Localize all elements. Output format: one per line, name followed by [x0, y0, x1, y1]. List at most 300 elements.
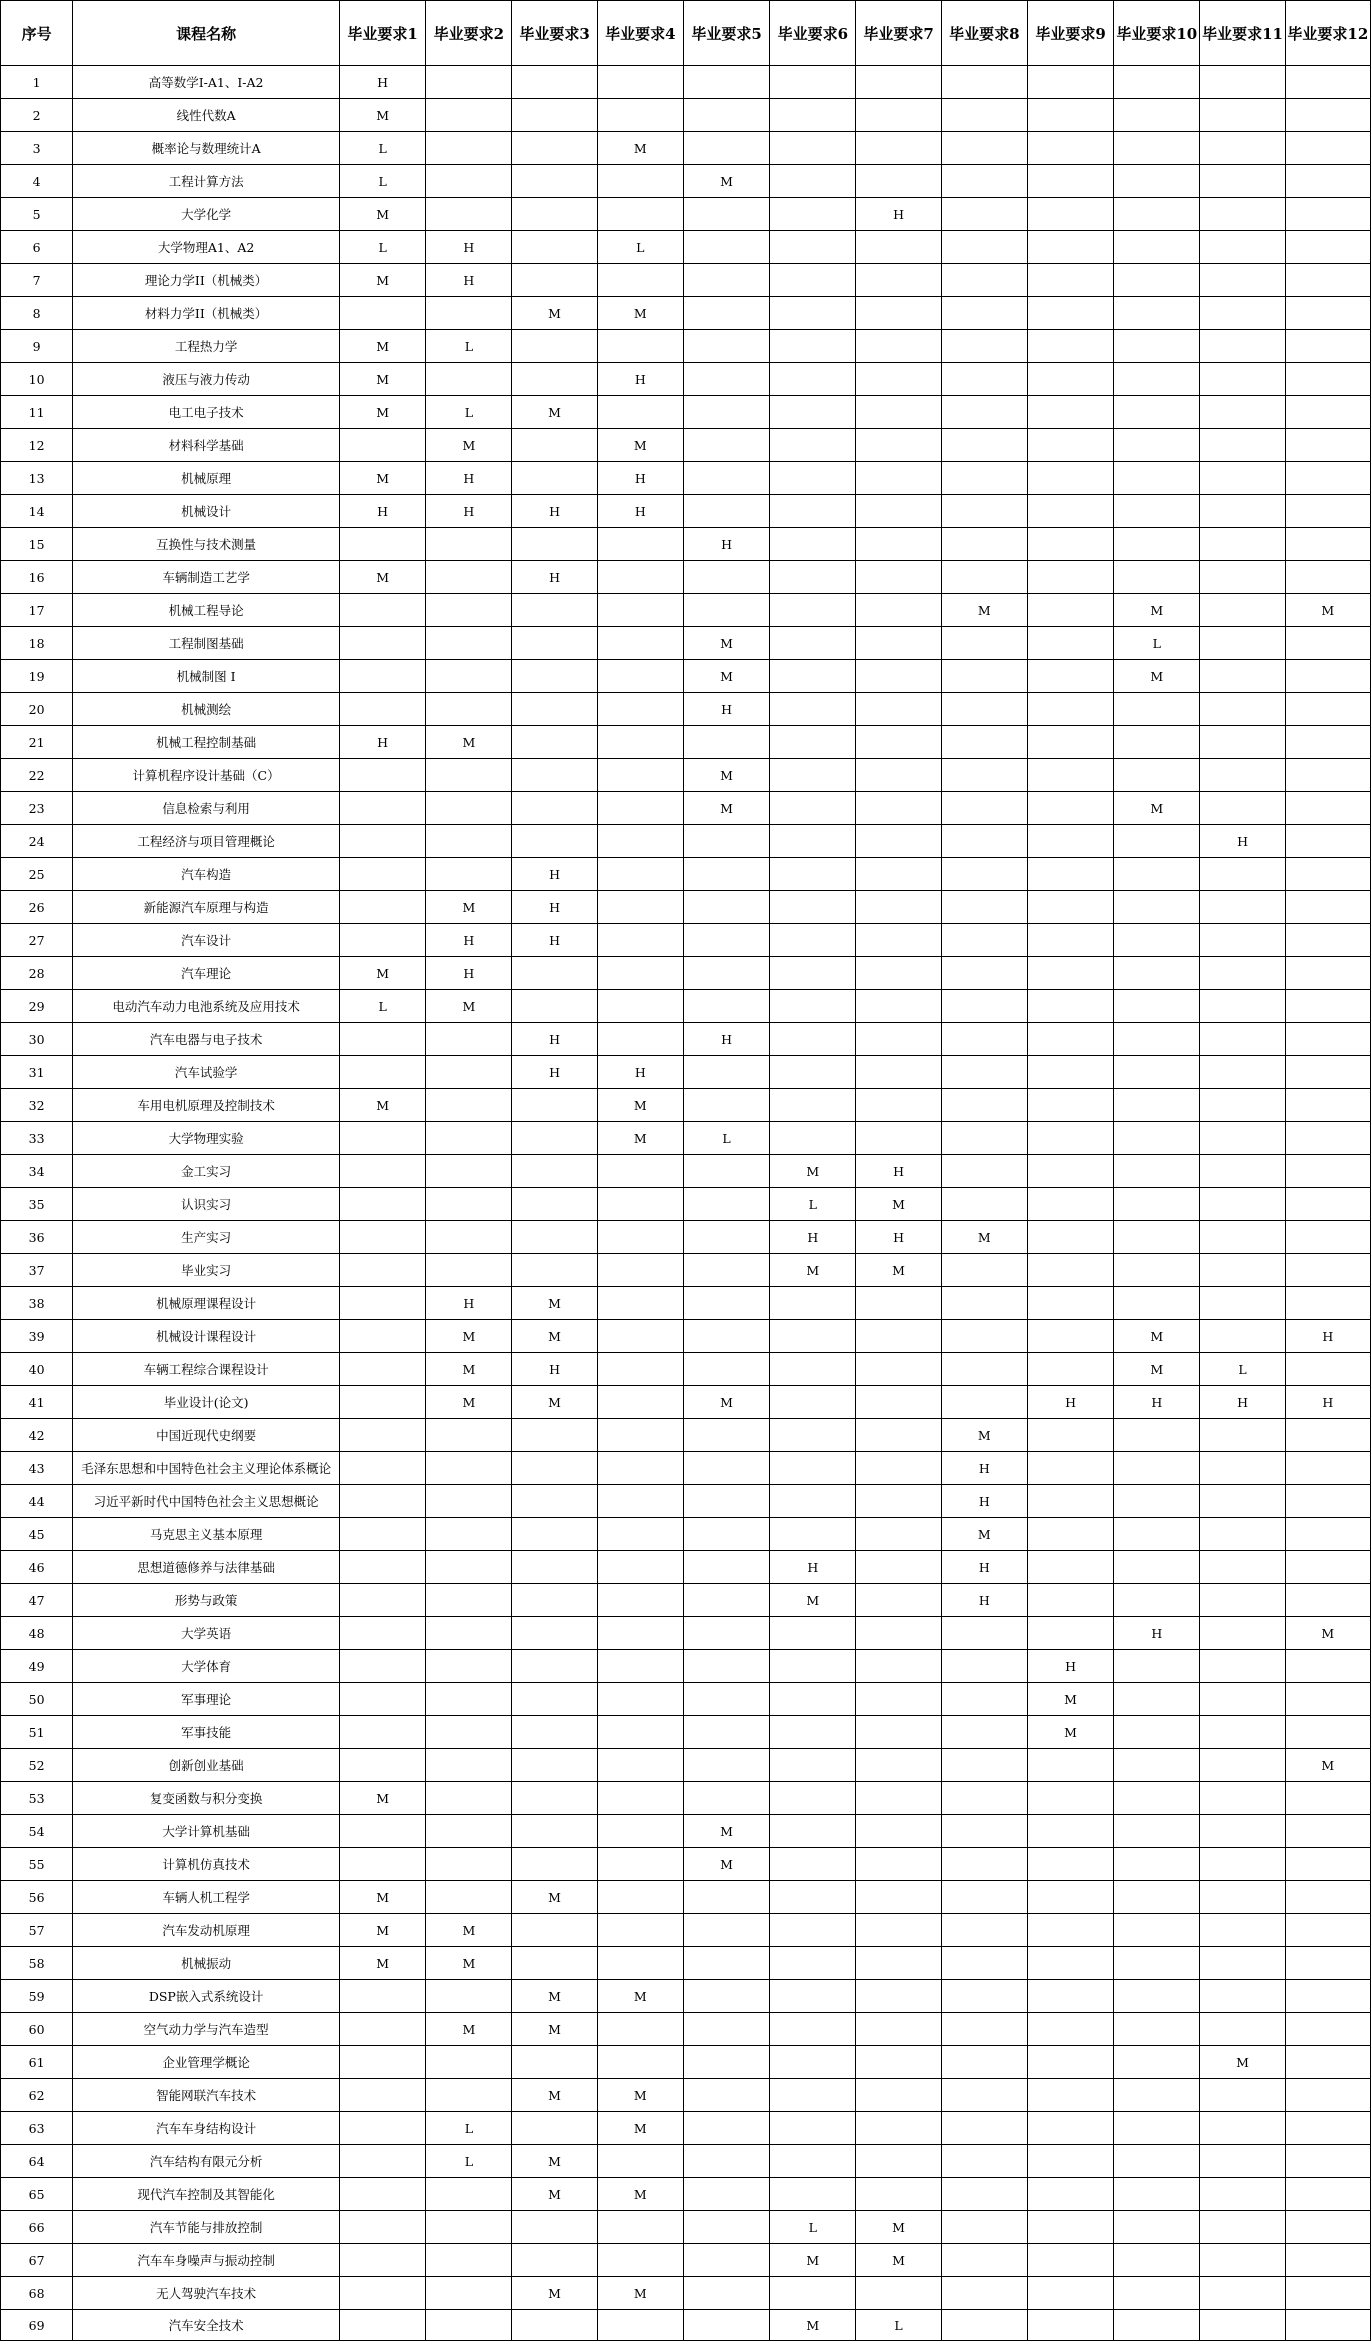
requirement-level-cell [941, 264, 1027, 297]
requirement-level-cell [856, 99, 941, 132]
requirement-level-cell [339, 1056, 425, 1089]
requirement-level-cell: M [512, 1386, 597, 1419]
requirement-level-cell [1114, 1155, 1200, 1188]
requirement-level-cell: M [770, 2310, 856, 2341]
requirement-level-cell [1200, 66, 1285, 99]
requirement-level-cell [339, 693, 425, 726]
requirement-level-cell [856, 726, 941, 759]
requirement-level-cell: M [339, 396, 425, 429]
requirement-level-cell: M [512, 2277, 597, 2310]
requirement-level-cell [941, 2013, 1027, 2046]
requirement-level-cell [512, 1155, 597, 1188]
course-name-cell: 机械制图 I [73, 660, 340, 693]
requirement-level-cell [856, 1551, 941, 1584]
requirement-level-cell [1200, 1419, 1285, 1452]
requirement-level-cell [339, 2046, 425, 2079]
requirement-level-cell: M [512, 2145, 597, 2178]
requirement-level-cell [856, 1287, 941, 1320]
requirement-level-cell [941, 528, 1027, 561]
requirement-level-cell [1200, 132, 1285, 165]
row-index-cell: 12 [1, 429, 73, 462]
requirement-level-cell [597, 594, 683, 627]
requirement-level-cell [1027, 1155, 1113, 1188]
row-index-cell: 49 [1, 1650, 73, 1683]
requirement-level-cell [941, 660, 1027, 693]
requirement-level-cell [597, 792, 683, 825]
requirement-level-cell [683, 924, 769, 957]
course-name-cell: 生产实习 [73, 1221, 340, 1254]
requirement-level-cell [512, 726, 597, 759]
table-row [1, 1188, 1371, 1221]
requirement-level-cell [597, 1518, 683, 1551]
requirement-level-cell [683, 1749, 769, 1782]
requirement-level-cell [1200, 429, 1285, 462]
requirement-level-cell [856, 330, 941, 363]
course-name-cell: 现代汽车控制及其智能化 [73, 2178, 340, 2211]
table-row [1, 330, 1371, 363]
course-name-cell: 机械设计 [73, 495, 340, 528]
requirement-level-cell [683, 561, 769, 594]
row-index-cell: 69 [1, 2310, 73, 2341]
row-index-cell: 25 [1, 858, 73, 891]
header-requirement-11: 毕业要求11 [1200, 1, 1285, 66]
requirement-level-cell: H [1114, 1617, 1200, 1650]
requirement-level-cell [512, 957, 597, 990]
requirement-level-cell [683, 1617, 769, 1650]
requirement-level-cell [1114, 1749, 1200, 1782]
requirement-level-cell [1200, 1452, 1285, 1485]
requirement-level-cell [1027, 660, 1113, 693]
requirement-level-cell [1027, 2013, 1113, 2046]
row-index-cell: 38 [1, 1287, 73, 1320]
requirement-level-cell [1027, 693, 1113, 726]
row-index-cell: 36 [1, 1221, 73, 1254]
requirement-level-cell [856, 825, 941, 858]
course-name-cell: 机械工程控制基础 [73, 726, 340, 759]
requirement-level-cell [856, 1716, 941, 1749]
requirement-level-cell: H [512, 561, 597, 594]
course-name-cell: DSP嵌入式系统设计 [73, 1980, 340, 2013]
requirement-level-cell [1114, 1518, 1200, 1551]
requirement-level-cell [1114, 1221, 1200, 1254]
requirement-level-cell [856, 1122, 941, 1155]
requirement-level-cell [512, 1551, 597, 1584]
requirement-level-cell: M [941, 1518, 1027, 1551]
requirement-level-cell [856, 990, 941, 1023]
table-row [1, 1320, 1371, 1353]
requirement-level-cell [1285, 1815, 1370, 1848]
requirement-level-cell [1114, 561, 1200, 594]
row-index-cell: 34 [1, 1155, 73, 1188]
requirement-level-cell [770, 297, 856, 330]
requirement-level-cell: M [1114, 1320, 1200, 1353]
requirement-level-cell [856, 132, 941, 165]
requirement-level-cell [426, 1188, 512, 1221]
requirement-level-cell [770, 66, 856, 99]
requirement-level-cell [339, 891, 425, 924]
requirement-level-cell [1285, 957, 1370, 990]
requirement-level-cell [1285, 1353, 1370, 1386]
course-name-cell: 工程经济与项目管理概论 [73, 825, 340, 858]
requirement-level-cell [1285, 924, 1370, 957]
requirement-level-cell [941, 1947, 1027, 1980]
requirement-level-cell [941, 2178, 1027, 2211]
requirement-level-cell [1027, 198, 1113, 231]
requirement-level-cell [1200, 2310, 1285, 2341]
header-requirement-7: 毕业要求7 [856, 1, 941, 66]
requirement-level-cell [1285, 2013, 1370, 2046]
requirement-level-cell [941, 891, 1027, 924]
header-requirement-3: 毕业要求3 [512, 1, 597, 66]
requirement-level-cell [770, 957, 856, 990]
requirement-level-cell [941, 1914, 1027, 1947]
requirement-level-cell [597, 990, 683, 1023]
course-name-cell: 大学体育 [73, 1650, 340, 1683]
requirement-level-cell [512, 1452, 597, 1485]
requirement-level-cell: H [426, 1287, 512, 1320]
requirement-level-cell [1027, 759, 1113, 792]
requirement-level-cell: H [1200, 1386, 1285, 1419]
course-name-cell: 汽车构造 [73, 858, 340, 891]
requirement-level-cell [1027, 1881, 1113, 1914]
requirement-level-cell [1285, 198, 1370, 231]
requirement-level-cell [1114, 1056, 1200, 1089]
table-row [1, 132, 1371, 165]
course-name-cell: 金工实习 [73, 1155, 340, 1188]
requirement-level-cell [1200, 2277, 1285, 2310]
requirement-level-cell: M [597, 297, 683, 330]
requirement-level-cell: M [426, 429, 512, 462]
requirement-level-cell [941, 957, 1027, 990]
course-name-cell: 机械原理 [73, 462, 340, 495]
row-index-cell: 63 [1, 2112, 73, 2145]
requirement-level-cell [1285, 1650, 1370, 1683]
requirement-level-cell: M [597, 1089, 683, 1122]
requirement-level-cell [770, 2112, 856, 2145]
table-row [1, 2211, 1371, 2244]
table-row [1, 1617, 1371, 1650]
requirement-level-cell [339, 297, 425, 330]
requirement-level-cell [1114, 1815, 1200, 1848]
requirement-level-cell: M [683, 1386, 769, 1419]
requirement-level-cell [1200, 891, 1285, 924]
requirement-level-cell [1200, 1881, 1285, 1914]
requirement-level-cell [770, 1881, 856, 1914]
requirement-level-cell [597, 759, 683, 792]
requirement-level-cell [339, 2178, 425, 2211]
requirement-level-cell [856, 1419, 941, 1452]
requirement-level-cell [683, 495, 769, 528]
requirement-level-cell [339, 1551, 425, 1584]
requirement-level-cell [770, 99, 856, 132]
requirement-level-cell [597, 1881, 683, 1914]
requirement-level-cell [597, 1287, 683, 1320]
requirement-level-cell [426, 858, 512, 891]
table-row [1, 1485, 1371, 1518]
requirement-level-cell [597, 1650, 683, 1683]
requirement-level-cell [512, 1584, 597, 1617]
requirement-level-cell [856, 1485, 941, 1518]
requirement-level-cell: L [770, 2211, 856, 2244]
requirement-level-cell [339, 792, 425, 825]
requirement-level-cell [683, 1188, 769, 1221]
requirement-level-cell: L [339, 132, 425, 165]
course-name-cell: 机械工程导论 [73, 594, 340, 627]
requirement-level-cell: M [597, 2178, 683, 2211]
table-row [1, 990, 1371, 1023]
requirement-level-cell [941, 2079, 1027, 2112]
requirement-level-cell [856, 594, 941, 627]
requirement-level-cell [856, 2079, 941, 2112]
requirement-level-cell [339, 924, 425, 957]
course-name-cell: 汽车电器与电子技术 [73, 1023, 340, 1056]
row-index-cell: 57 [1, 1914, 73, 1947]
requirement-level-cell [1285, 1452, 1370, 1485]
requirement-level-cell [1114, 1947, 1200, 1980]
requirement-level-cell [1200, 1782, 1285, 1815]
requirement-level-cell: L [339, 990, 425, 1023]
requirement-level-cell [941, 1749, 1027, 1782]
requirement-level-cell [1114, 1848, 1200, 1881]
table-body [1, 66, 1371, 2341]
requirement-level-cell [597, 1221, 683, 1254]
course-name-cell: 工程热力学 [73, 330, 340, 363]
requirement-level-cell: L [1114, 627, 1200, 660]
requirement-level-cell [1027, 66, 1113, 99]
table-row [1, 1023, 1371, 1056]
course-name-cell: 习近平新时代中国特色社会主义思想概论 [73, 1485, 340, 1518]
requirement-level-cell [683, 1947, 769, 1980]
requirement-level-cell [426, 1617, 512, 1650]
requirement-level-cell [1027, 1551, 1113, 1584]
row-index-cell: 60 [1, 2013, 73, 2046]
requirement-level-cell [512, 165, 597, 198]
requirement-level-cell: M [426, 1353, 512, 1386]
row-index-cell: 20 [1, 693, 73, 726]
requirement-level-cell: M [339, 1089, 425, 1122]
course-name-cell: 概率论与数理统计A [73, 132, 340, 165]
requirement-level-cell [856, 1089, 941, 1122]
row-index-cell: 32 [1, 1089, 73, 1122]
requirement-level-cell: H [770, 1221, 856, 1254]
requirement-level-cell [1027, 1254, 1113, 1287]
requirement-level-cell: M [426, 1320, 512, 1353]
requirement-level-cell [1027, 726, 1113, 759]
row-index-cell: 67 [1, 2244, 73, 2277]
course-name-cell: 计算机仿真技术 [73, 1848, 340, 1881]
requirement-level-cell [770, 1089, 856, 1122]
requirement-level-cell [339, 1122, 425, 1155]
requirement-level-cell [683, 990, 769, 1023]
header-requirement-6: 毕业要求6 [770, 1, 856, 66]
requirement-level-cell [856, 231, 941, 264]
row-index-cell: 24 [1, 825, 73, 858]
requirement-level-cell: M [426, 2013, 512, 2046]
requirement-level-cell: M [339, 99, 425, 132]
requirement-level-cell [1027, 1452, 1113, 1485]
requirement-level-cell [856, 1320, 941, 1353]
requirement-level-cell [1027, 2277, 1113, 2310]
requirement-level-cell [1200, 1749, 1285, 1782]
requirement-level-cell [1285, 2046, 1370, 2079]
requirement-level-cell [339, 858, 425, 891]
course-name-cell: 大学英语 [73, 1617, 340, 1650]
requirement-level-cell [426, 66, 512, 99]
requirement-level-cell [1200, 1947, 1285, 1980]
table-row [1, 1221, 1371, 1254]
table-row [1, 891, 1371, 924]
table-row [1, 1287, 1371, 1320]
requirement-level-cell [941, 561, 1027, 594]
requirement-level-cell: M [339, 264, 425, 297]
requirement-level-cell [597, 2046, 683, 2079]
requirement-level-cell [683, 1881, 769, 1914]
requirement-level-cell [1200, 990, 1285, 1023]
requirement-level-cell [856, 2013, 941, 2046]
requirement-level-cell [426, 594, 512, 627]
requirement-level-cell [1285, 1155, 1370, 1188]
requirement-level-cell [1200, 1188, 1285, 1221]
requirement-level-cell: M [856, 2211, 941, 2244]
requirement-level-cell [426, 1782, 512, 1815]
requirement-level-cell: H [512, 858, 597, 891]
course-name-cell: 军事理论 [73, 1683, 340, 1716]
requirement-level-cell [1285, 2211, 1370, 2244]
requirement-level-cell [1285, 1056, 1370, 1089]
requirement-level-cell [1285, 1419, 1370, 1452]
requirement-level-cell [597, 396, 683, 429]
requirement-level-cell [941, 990, 1027, 1023]
requirement-level-cell: M [1285, 1617, 1370, 1650]
requirement-level-cell [1027, 2046, 1113, 2079]
requirement-level-cell [1200, 561, 1285, 594]
requirement-level-cell [1200, 1518, 1285, 1551]
requirement-level-cell [339, 1980, 425, 2013]
requirement-level-cell [1200, 1155, 1285, 1188]
requirement-level-cell [1027, 924, 1113, 957]
requirement-level-cell [683, 1221, 769, 1254]
requirement-level-cell [770, 1980, 856, 2013]
requirement-level-cell [770, 1122, 856, 1155]
requirement-level-cell [597, 1782, 683, 1815]
table-row [1, 1650, 1371, 1683]
header-row [1, 1, 1371, 66]
requirement-level-cell [1200, 1914, 1285, 1947]
requirement-level-cell [597, 858, 683, 891]
table-row [1, 297, 1371, 330]
requirement-level-cell [1114, 1782, 1200, 1815]
requirement-level-cell [512, 1617, 597, 1650]
requirement-level-cell [597, 693, 683, 726]
requirement-level-cell [941, 1980, 1027, 2013]
requirement-level-cell [856, 1518, 941, 1551]
requirement-level-cell [683, 858, 769, 891]
requirement-level-cell: M [339, 1947, 425, 1980]
row-index-cell: 54 [1, 1815, 73, 1848]
requirement-level-cell [941, 1254, 1027, 1287]
requirement-level-cell [1285, 363, 1370, 396]
requirement-level-cell [426, 627, 512, 660]
row-index-cell: 46 [1, 1551, 73, 1584]
table-row [1, 2145, 1371, 2178]
requirement-level-cell [1027, 495, 1113, 528]
requirement-level-cell [339, 2277, 425, 2310]
course-name-cell: 汽车车身结构设计 [73, 2112, 340, 2145]
requirement-level-cell: L [1200, 1353, 1285, 1386]
requirement-level-cell [339, 1485, 425, 1518]
requirement-level-cell: M [683, 165, 769, 198]
requirement-level-cell: M [512, 2079, 597, 2112]
requirement-level-cell [1200, 1485, 1285, 1518]
requirement-level-cell [339, 1650, 425, 1683]
requirement-level-cell [683, 2310, 769, 2341]
requirement-level-cell [856, 1815, 941, 1848]
requirement-level-cell [597, 1419, 683, 1452]
requirement-level-cell [1200, 1551, 1285, 1584]
requirement-level-cell [683, 1716, 769, 1749]
requirement-level-cell [512, 1419, 597, 1452]
requirement-level-cell [1200, 1980, 1285, 2013]
requirement-level-cell [597, 264, 683, 297]
table-row [1, 231, 1371, 264]
requirement-level-cell [1114, 891, 1200, 924]
requirement-level-cell: M [597, 2277, 683, 2310]
requirement-level-cell [1285, 66, 1370, 99]
requirement-level-cell [1200, 297, 1285, 330]
requirement-level-cell [856, 495, 941, 528]
requirement-level-cell [339, 825, 425, 858]
requirement-level-cell [512, 594, 597, 627]
requirement-level-cell [1027, 2244, 1113, 2277]
requirement-level-cell [856, 1980, 941, 2013]
requirement-level-cell [512, 990, 597, 1023]
requirement-level-cell: M [1027, 1716, 1113, 1749]
requirement-level-cell [426, 198, 512, 231]
requirement-level-cell [683, 2178, 769, 2211]
requirement-level-cell [512, 1749, 597, 1782]
row-index-cell: 17 [1, 594, 73, 627]
table-row [1, 1881, 1371, 1914]
requirement-level-cell [683, 1551, 769, 1584]
table-row [1, 660, 1371, 693]
requirement-level-cell [1200, 1089, 1285, 1122]
requirement-level-cell [512, 1221, 597, 1254]
requirement-level-cell [426, 1584, 512, 1617]
requirement-level-cell [426, 1650, 512, 1683]
requirement-level-cell [426, 1848, 512, 1881]
requirement-level-cell [339, 1749, 425, 1782]
course-name-cell: 汽车节能与排放控制 [73, 2211, 340, 2244]
requirement-level-cell: M [683, 660, 769, 693]
requirement-level-cell [770, 1848, 856, 1881]
requirement-level-cell: M [339, 198, 425, 231]
requirement-level-cell [770, 792, 856, 825]
requirement-level-cell [1200, 726, 1285, 759]
requirement-level-cell [770, 2013, 856, 2046]
requirement-level-cell [683, 891, 769, 924]
row-index-cell: 10 [1, 363, 73, 396]
requirement-level-cell [512, 1188, 597, 1221]
requirement-level-cell [770, 759, 856, 792]
requirement-level-cell [683, 363, 769, 396]
requirement-level-cell [426, 561, 512, 594]
requirement-level-cell [512, 363, 597, 396]
requirement-level-cell [512, 759, 597, 792]
requirement-level-cell [856, 1353, 941, 1386]
row-index-cell: 61 [1, 2046, 73, 2079]
requirement-level-cell [1027, 891, 1113, 924]
table-row [1, 792, 1371, 825]
